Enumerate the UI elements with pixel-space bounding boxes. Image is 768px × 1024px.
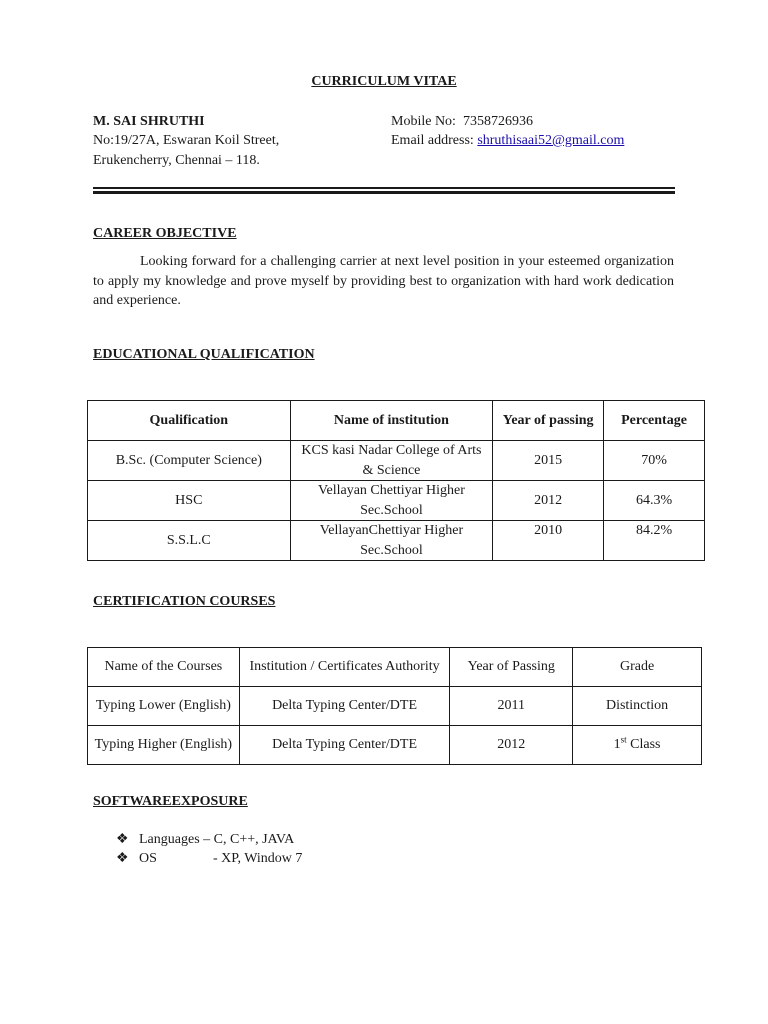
table-cell: Typing Lower (English) <box>88 687 240 726</box>
education-heading: EDUCATIONAL QUALIFICATION <box>93 347 315 362</box>
career-objective-text <box>93 252 674 311</box>
table-cell: 2015 <box>493 441 604 481</box>
education-col-institution: Name of institution <box>290 401 493 441</box>
header-rule-thick <box>93 191 675 194</box>
education-col-qualification: Qualification <box>88 401 291 441</box>
table-cell: KCS kasi Nadar College of Arts & Science <box>290 441 493 481</box>
table-cell: Delta Typing Center/DTE <box>239 687 450 726</box>
table-row <box>88 441 705 481</box>
certification-header-row <box>88 648 702 687</box>
table-cell: S.S.L.C <box>88 521 291 561</box>
table-cell: Vellayan Chettiyar Higher Sec.School <box>290 481 493 521</box>
table-row <box>88 726 702 765</box>
table-row <box>88 521 705 561</box>
certification-table <box>87 647 702 765</box>
education-header-row <box>88 401 705 441</box>
software-heading: SOFTWAREEXPOSURE <box>93 794 248 809</box>
software-os-value: - XP, Window 7 <box>213 851 303 866</box>
email-row <box>391 131 624 150</box>
education-col-year: Year of passing <box>493 401 604 441</box>
mobile-row <box>391 112 533 131</box>
email-label: Email address: <box>391 133 474 148</box>
table-row <box>88 481 705 521</box>
table-cell: 2010 <box>493 521 604 561</box>
table-cell: Delta Typing Center/DTE <box>239 726 450 765</box>
certification-col-year: Year of Passing <box>450 648 573 687</box>
table-cell: VellayanChettiyar Higher Sec.School <box>290 521 493 561</box>
education-col-percentage: Percentage <box>604 401 705 441</box>
table-cell: HSC <box>88 481 291 521</box>
certification-heading: CERTIFICATION COURSES <box>93 594 276 609</box>
list-item <box>116 830 294 849</box>
table-row <box>88 687 702 726</box>
bullet-icon: ❖ <box>116 832 129 847</box>
mobile-label: Mobile No: <box>391 114 456 129</box>
education-table <box>87 400 705 561</box>
table-cell: 70% <box>604 441 705 481</box>
table-cell: B.Sc. (Computer Science) <box>88 441 291 481</box>
document-title: CURRICULUM VITAE <box>311 74 457 89</box>
career-objective-body: Looking forward for a challenging carrier at next level position in your esteemed organization to apply my knowledge and prove myself by providing best to organization with hard work dedication and experience. <box>93 254 674 308</box>
bullet-icon: ❖ <box>116 851 129 866</box>
table-cell: 64.3% <box>604 481 705 521</box>
candidate-name: M. SAI SHRUTHI <box>93 114 205 129</box>
software-os-label: OS <box>139 851 157 866</box>
table-cell: 84.2% <box>604 521 705 561</box>
table-cell <box>573 726 702 765</box>
certification-col-course: Name of the Courses <box>88 648 240 687</box>
mobile-number: 7358726936 <box>462 114 533 129</box>
address-line-2: Erukencherry, Chennai – 118. <box>93 153 260 168</box>
certification-col-authority: Institution / Certificates Authority <box>239 648 450 687</box>
software-languages: Languages – C, C++, JAVA <box>139 832 295 847</box>
table-cell: 2012 <box>450 726 573 765</box>
table-cell: 2012 <box>493 481 604 521</box>
header-rule-thin <box>93 187 675 189</box>
grade-class: Class <box>630 737 661 753</box>
certification-col-grade: Grade <box>573 648 702 687</box>
career-objective-heading: CAREER OBJECTIVE <box>93 226 237 241</box>
address-line-1: No:19/27A, Eswaran Koil Street, <box>93 133 280 148</box>
grade-value: 1 <box>613 737 621 753</box>
table-cell: 2011 <box>450 687 573 726</box>
email-link[interactable]: shruthisaai52@gmail.com <box>477 133 625 148</box>
grade-ordinal-suffix: st <box>620 734 627 745</box>
table-cell: Distinction <box>573 687 702 726</box>
list-item <box>116 849 302 868</box>
table-cell: Typing Higher (English) <box>88 726 240 765</box>
